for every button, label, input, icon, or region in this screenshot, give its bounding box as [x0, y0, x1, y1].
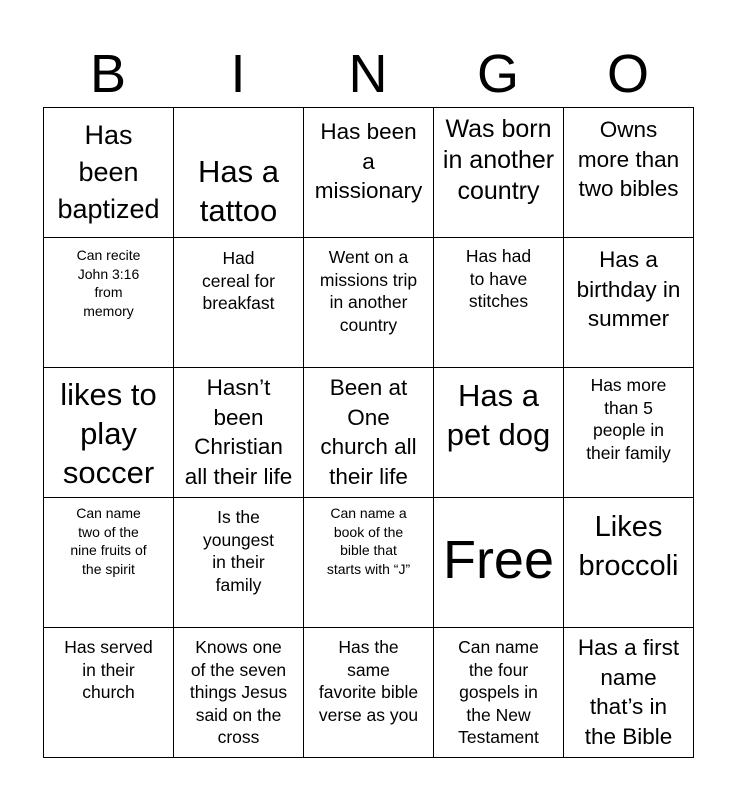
bingo-cell[interactable] [304, 498, 434, 628]
cell-text: Has served in their church [64, 637, 153, 702]
bingo-cell[interactable] [304, 238, 434, 368]
cell-text: Been at One church all their life [320, 375, 417, 489]
cell-text: Has been a missionary [314, 119, 423, 203]
bingo-cell[interactable] [434, 108, 564, 238]
bingo-cell[interactable] [564, 108, 694, 238]
cell-text: Has a tattoo [198, 154, 279, 228]
cell-text: Has more than 5 people in their family [586, 375, 671, 463]
cell-text: Went on a missions trip in another country [319, 247, 418, 335]
bingo-cell[interactable] [434, 628, 564, 758]
bingo-cell[interactable] [44, 628, 174, 758]
cell-text: Has had to have stitches [465, 246, 532, 311]
bingo-cell[interactable] [304, 108, 434, 238]
cell-text: Has the same favorite bible verse as you [318, 637, 419, 725]
bingo-cell[interactable] [44, 108, 174, 238]
bingo-cell[interactable] [564, 238, 694, 368]
bingo-cell[interactable] [44, 368, 174, 498]
header-letter-n: N [348, 44, 388, 104]
cell-text: Knows one of the seven things Jesus said on the cross [189, 637, 288, 747]
cell-text: Hasn’t been Christian all their life [184, 375, 293, 489]
bingo-cell[interactable] [434, 238, 564, 368]
bingo-cell[interactable] [564, 628, 694, 758]
cell-text: Can recite John 3:16 from memory [76, 247, 141, 319]
cell-text: Can name a book of the bible that starts with “J” [326, 505, 411, 577]
cell-text: Is the youngest in their family [202, 507, 275, 595]
bingo-cell[interactable] [174, 238, 304, 368]
header-letter-o: O [606, 44, 649, 104]
header-letter-i: I [230, 44, 246, 104]
cell-text: Can name two of the nine fruits of the spirit [70, 505, 147, 577]
bingo-cell[interactable] [434, 498, 564, 628]
cell-text: Likes broccoli [578, 511, 679, 582]
header-letter-b: B [89, 44, 127, 104]
bingo-cell[interactable] [304, 368, 434, 498]
cell-text: Had cereal for breakfast [202, 248, 275, 313]
cell-text: Has a first name that’s in the Bible [577, 635, 680, 749]
bingo-cell[interactable] [174, 368, 304, 498]
bingo-cell[interactable] [564, 368, 694, 498]
bingo-cell[interactable] [44, 498, 174, 628]
cell-text: Has been baptized [57, 120, 160, 224]
cell-text: Has a pet dog [446, 378, 551, 452]
free-space: Free [442, 530, 555, 590]
bingo-header [43, 40, 693, 108]
cell-text: Owns more than two bibles [577, 117, 680, 201]
bingo-cell[interactable] [434, 368, 564, 498]
bingo-cell[interactable] [564, 498, 694, 628]
cell-text: likes to play soccer [60, 377, 157, 490]
bingo-grid [43, 107, 694, 758]
bingo-cell[interactable] [174, 628, 304, 758]
bingo-cell[interactable] [174, 108, 304, 238]
cell-text: Was born in another country [442, 115, 555, 205]
bingo-cell[interactable] [44, 238, 174, 368]
bingo-cell[interactable] [174, 498, 304, 628]
header-letter-g: G [476, 44, 519, 104]
cell-text: Can name the four gospels in the New Testament [458, 637, 539, 747]
cell-text: Has a birthday in summer [576, 247, 681, 331]
bingo-cell[interactable] [304, 628, 434, 758]
